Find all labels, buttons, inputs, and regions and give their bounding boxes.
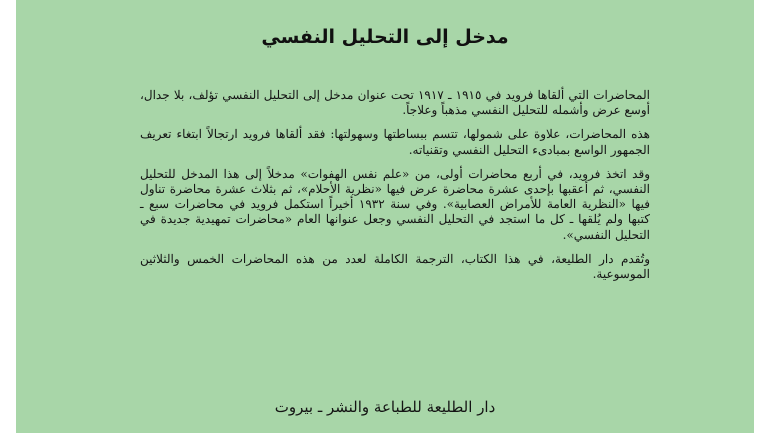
book-title: مدخل إلى التحليل النفسي: [261, 26, 509, 48]
description-body: [140, 88, 650, 291]
paragraph-4: وتُقدم دار الطليعة، في هذا الكتاب، الترجمة الكاملة لعدد من هذه المحاضرات الخمس والثلاثين الموسوعية.: [140, 251, 650, 282]
paragraph-3: وقد اتخذ فرويد، في أربع محاضرات أولى، من «علم نفس الهفوات» مدخلاً إلى هذا المدخل للتحليل النفسي، ثم أعقبها بإحدى عشرة محاضرة عرض فيها «نظرية الأحلام»، ثم بثلاث عشرة محاضرة تناول فيها «النظرية العامة للأمراض العصابية». وفي سنة ١٩٣٢ أخيراً استكمل فرويد في محاضرات سبع ـ كتبها ولم يُلقها ـ كل ما استجد في التحليل النفسي وجعل عنوانها العام «محاضرات تمهيدية جديدة في التحليل النفسي».: [140, 166, 650, 242]
book-cover-sheet: [16, 0, 754, 433]
paragraph-2: هذه المحاضرات، علاوة على شمولها، تتسم ببساطتها وسهولتها: فقد ألقاها فرويد ارتجالاً ابتغاء تعريف الجمهور الواسع بمبادىء التحليل النفسي وتقنياته.: [140, 127, 650, 157]
right-margin: [754, 0, 770, 433]
left-margin: [0, 0, 16, 433]
paragraph-1: المحاضرات التي ألقاها فرويد في ١٩١٥ ـ ١٩١٧ تحت عنوان مدخل إلى التحليل النفسي تؤلف، بلا جدال، أوسع عرض وأشمله للتحليل النفسي مذهباً وعلاجاً.: [140, 88, 650, 118]
publisher-line: دار الطليعة للطباعة والنشر ـ بيروت: [274, 398, 496, 416]
